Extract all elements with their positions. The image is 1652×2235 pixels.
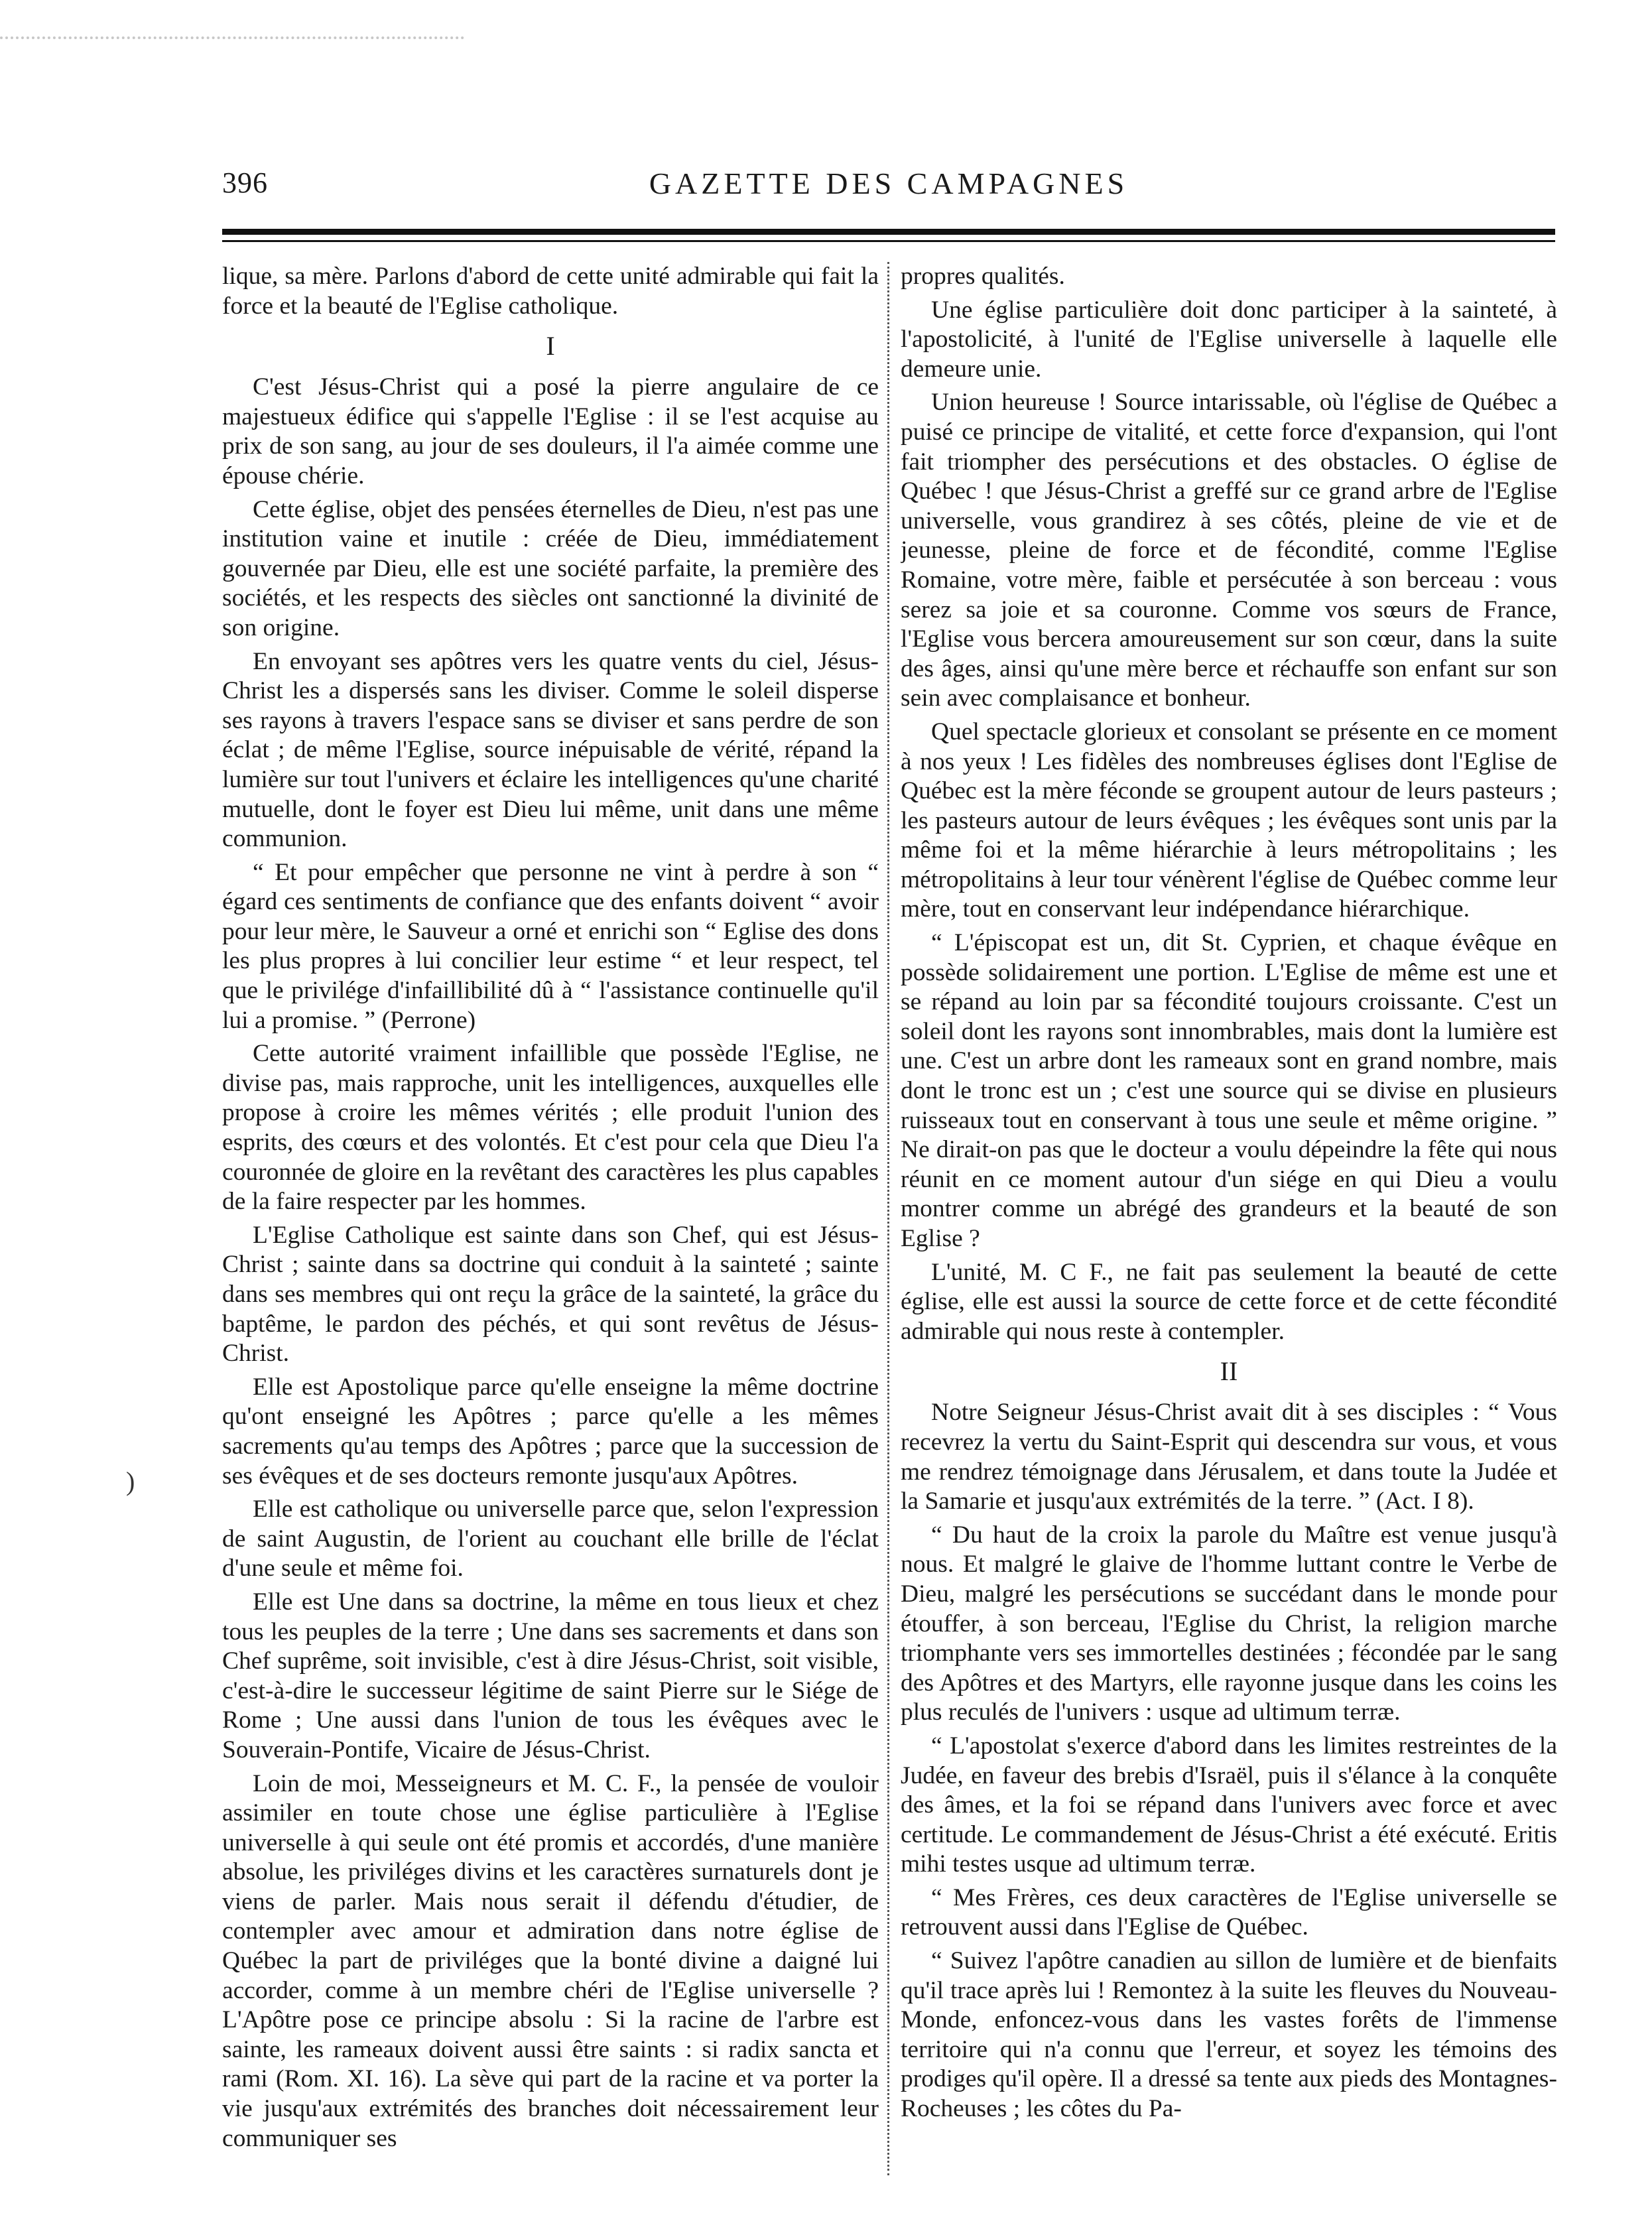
paragraph: Elle est Apostolique parce qu'elle enseigne la même doctrine qu'ont enseigné les Apôtres ; parce qu'elle a les mêmes sacrements qu'au temps des Apôtres ; parce que la succession de ses évêques et de ses docteurs remonte jusqu'aux Apôtres. <box>222 1373 879 1490</box>
quotation-paragraph: “ Du haut de la croix la parole du Maître est venue jusqu'à nous. Et malgré le glaive de l'homme luttant contre le Verbe de Dieu, malgré les persécutions se succédant dans le monde pour étouffer, à son berceau, l'Eglise du Christ, la religion marche triomphante vers ses immortelles destinées ; fécondée par le sang des Apôtres et des Martyrs, elle rayonne jusque dans les coins les plus reculés de l'univers : usque ad ultimum terræ. <box>901 1521 1557 1726</box>
header-rule-thin <box>222 240 1555 242</box>
column-divider <box>887 262 889 2175</box>
quotation-paragraph: “ Suivez l'apôtre canadien au sillon de lumière et de bienfaits qu'il trace après lui ! Remontez à la suite les fleuves du Nouveau-Monde, enfoncez-vous dans les vastes forêts de l'immense territoire qui n'a connu que l'erreur, et soyez les témoins des prodiges qu'il opère. Il a dressé sa tente aux pieds des Montagnes-Rocheuses ; les côtes du Pa- <box>901 1947 1557 2123</box>
right-column <box>901 262 1557 2179</box>
page-number: 396 <box>222 166 268 199</box>
scan-artifact-dots <box>0 36 464 52</box>
margin-mark: ) <box>126 1466 135 1496</box>
left-column <box>222 262 879 2179</box>
paragraph: Cette autorité vraiment infaillible que possède l'Eglise, ne divise pas, mais rapproche, unit les intelligences, auxquelles elle propose à croire les mêmes vérités ; elle produit l'union des esprits, des cœurs et des volontés. Et c'est pour cela que Dieu l'a couronnée de gloire en la revêtant des caractères les plus capables de la faire respecter par les hommes. <box>222 1040 879 1216</box>
quotation-paragraph: “ L'apostolat s'exerce d'abord dans les limites restreintes de la Judée, en faveur des brebis d'Israël, puis il s'élance à la conquête des âmes, et la foi se répand dans l'univers avec force et avec certitude. Le commandement de Jésus-Christ a été exécuté. Eritis mihi testes usque ad ultimum terræ. <box>901 1732 1557 1878</box>
paragraph: L'Eglise Catholique est sainte dans son Chef, qui est Jésus-Christ ; sainte dans sa doctrine qui conduit à la sainteté ; sainte dans ses membres qui ont reçu la grâce de la sainteté, la grâce du baptême, le pardon des péchés, et qui sont revêtus de Jésus-Christ. <box>222 1221 879 1368</box>
section-heading: I <box>546 331 555 361</box>
quotation-paragraph: “ Et pour empêcher que personne ne vint à perdre à son “ égard ces sentiments de confiance que des enfants doivent “ avoir pour leur mère, le Sauveur a orné et enrichi son “ Eglise des dons les plus propres à lui concilier leur estime “ et leur respect, tel que le privilége d'infaillibilité dû à “ l'assistance continuelle qu'il lui a promise. ” (Perrone) <box>222 858 879 1034</box>
paragraph: Une église particulière doit donc participer à la sainteté, à l'apostolicité, à l'unité de l'Eglise universelle à laquelle elle demeure unie. <box>901 296 1557 383</box>
paragraph: lique, sa mère. Parlons d'abord de cette unité admirable qui fait la force et la beauté de l'Eglise catholique. <box>222 263 879 320</box>
paragraph: Union heureuse ! Source intarissable, où l'église de Québec a puisé ce principe de vitalité, et cette force d'expansion, qui l'ont fait triompher des persécutions et des obstacles. O église de Québec ! que Jésus-Christ a greffé sur ce grand arbre de l'Eglise universelle, vous grandirez à ses côtés, pleine de vie et de jeunesse, pleine de force et de fécondité, comme l'Eglise Romaine, votre mère, faible et persécutée à son berceau : vous serez sa joie et sa couronne. Comme vos sœurs de France, l'Eglise vous bercera amoureusement sur son cœur, dans la suite des âges, ainsi qu'une mère berce et réchauffe son enfant sur son sein avec complaisance et bonheur. <box>901 389 1557 712</box>
page-header <box>222 166 1555 212</box>
paragraph: En envoyant ses apôtres vers les quatre vents du ciel, Jésus-Christ les a dispersés sans les diviser. Comme le soleil disperse ses rayons à travers l'espace sans se diviser et sans perdre de son éclat ; de même l'Eglise, source inépuisable de vérité, répand la lumière sur tout l'univers et éclaire les intelligences qu'une charité mutuelle, dont le foyer est Dieu lui même, unit dans une même communion. <box>222 647 879 853</box>
quotation-paragraph: “ Mes Frères, ces deux caractères de l'Eglise universelle se retrouvent aussi dans l'Eglise de Québec. <box>901 1884 1557 1941</box>
paragraph: Elle est catholique ou universelle parce que, selon l'expression de saint Augustin, de l'orient au couchant elle brille de l'éclat d'une seule et même foi. <box>222 1496 879 1582</box>
paragraph: Cette église, objet des pensées éternelles de Dieu, n'est pas une institution vaine et inutile : créée de Dieu, immédiatement gouvernée par Dieu, elle est une société parfaite, la première des sociétés, et les respects des siècles ont sanctionné la divinité de son origine. <box>222 495 879 641</box>
paragraph: propres qualités. <box>901 263 1065 290</box>
paragraph: Loin de moi, Messeigneurs et M. C. F., la pensée de vouloir assimiler en toute chose une église particulière à l'Eglise universelle à qui seule ont été promis et accordés, d'une manière absolue, les priviléges divins et les caractères surnaturels dont je viens de parler. Mais nous serait il défendu d'étudier, de contempler avec amour et admiration dans notre église de Québec la part de priviléges que la bonté divine a daigné lui accorder, comme à un membre chéri de l'Eglise universelle ? L'Apôtre pose ce principe absolu : Si la racine de l'arbre est sainte, les rameaux doivent aussi être saints : si radix sancta et rami (Rom. XI. 16). La sève qui part de la racine et va porter la vie jusqu'aux extrémités des branches doit nécessairement leur communiquer ses <box>222 1769 879 2152</box>
paragraph: Elle est Une dans sa doctrine, la même en tous lieux et chez tous les peuples de la terre ; Une dans ses sacrements et dans son Chef suprême, soit invisible, c'est à dire Jésus-Christ, soit visible, c'est-à-dire le successeur légitime de saint Pierre sur le Siége de Rome ; Une aussi dans l'union de tous les évêques avec le Souverain-Pontife, Vicaire de Jésus-Christ. <box>222 1588 879 1763</box>
paragraph: C'est Jésus-Christ qui a posé la pierre angulaire de ce majestueux édifice qui s'appelle l'Eglise : il se l'est acquise au prix de son sang, au jour de ses douleurs, il l'a aimée comme une épouse chérie. <box>222 373 879 489</box>
section-heading: II <box>1220 1356 1238 1387</box>
paragraph: Quel spectacle glorieux et consolant se présente en ce moment à nos yeux ! Les fidèles des nombreuses églises dont l'Eglise de Québec est la mère féconde se groupent autour de leurs pasteurs ; les pasteurs autour de leurs évêques ; les évêques sont unis par la même foi et la même hiérarchie à leurs métropolitains ; les métropolitains à leur tour vénèrent l'église de Québec comme leur mère, tout en conservant leur indépendance hiérarchique. <box>901 718 1557 923</box>
header-rule-thick <box>222 229 1555 235</box>
paragraph: Notre Seigneur Jésus-Christ avait dit à ses disciples : “ Vous recevrez la vertu du Saint-Esprit qui descendra sur vous, et vous me rendrez témoignage dans Jérusalem, et dans toute la Judée et la Samarie et jusqu'aux extrémités de la terre. ” (Act. I 8). <box>901 1399 1557 1515</box>
quotation-paragraph: “ L'épiscopat est un, dit St. Cyprien, et chaque évêque en possède solidairement une portion. L'Eglise de même est une et se répand au loin par sa fécondité toujours croissante. C'est un soleil dont les rayons sont innombrables, mais dont la lumière est une. C'est un arbre dont les rameaux sont en grand nombre, mais dont le tronc est un ; c'est une source qui se divise en plusieurs ruisseaux tout en conservant à tous une seule et même origine. ” Ne dirait-on pas que le docteur a voulu dépeindre la fête qui nous réunit en ce moment autour d'un siége en qui Dieu a voulu montrer comme un abrégé des grandeurs et la beauté de son Eglise ? <box>901 929 1557 1252</box>
paragraph: L'unité, M. C F., ne fait pas seulement la beauté de cette église, elle est aussi la source de cette force et de cette fécondité admirable qui nous reste à contempler. <box>901 1258 1557 1345</box>
running-head: GAZETTE DES CAMPAGNES <box>649 166 1129 200</box>
